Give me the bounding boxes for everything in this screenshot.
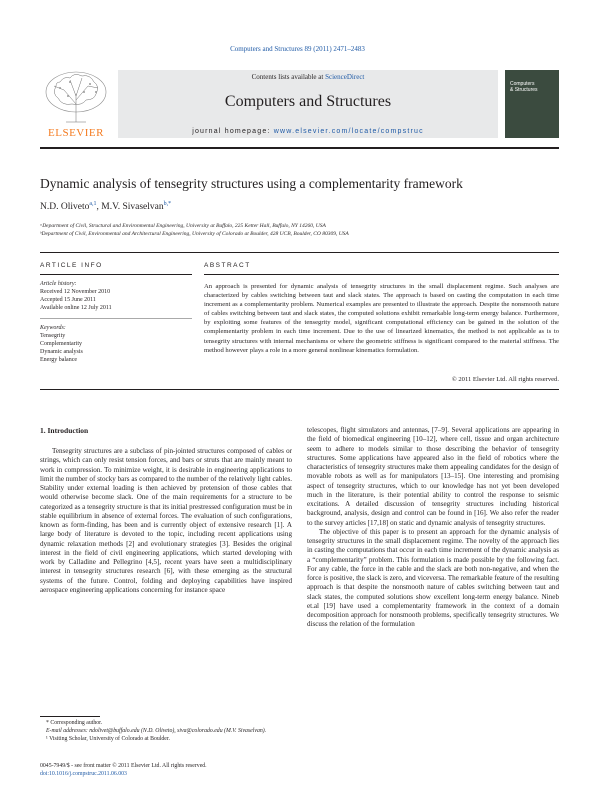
article-history <box>40 280 192 312</box>
author-list: N.D. Oliveto$^{a,1}$, M.V. Sivaselvan$^{b,*}$ <box>40 201 172 213</box>
abstract-divider <box>204 274 559 275</box>
keyword-item: Energy balance <box>40 357 78 363</box>
affiliation-a: ᵃDepartment of Civil, Structural and Environmental Engineering, University at Buffalo, 225 Ketter Hall, Buffalo, NY 14260, USA <box>40 223 326 229</box>
history-label: Article history: <box>40 281 77 287</box>
section-heading-introduction: 1. Introduction <box>40 426 89 435</box>
keyword-item: Complementarity <box>40 341 82 347</box>
sciencedirect-link[interactable]: ScienceDirect <box>325 73 365 81</box>
footnote-emails[interactable]: E-mail addresses: ndolivet@buffalo.edu (N.D. Oliveto), siva@colorado.edu (M.V. Sivaselvan). <box>46 727 267 734</box>
body-paragraph: The objective of this paper is to present an approach for the dynamic analysis of tensegrity structures in the small displacement regime. The novelty of the approach lies in casting the computations that occur in each time increment of the dynamic analysis as a “complementarity” problem. This formulation is made possible by the following fact. For any cable, the force in the cable and the slack are both non-negative, and when the force is positive, the slack is zero, and viceversa. The remarkable feature of the resulting approach is that despite the nonsmooth nature of cables switching between taut and slack states, the computed solutions show excellent long-term energy balance. Nineb et.al [19] have used a complementarity framework in the context of a domain decomposition approach for nonsmooth problems, specifically tensegrity structures. We discuss the relation of the formulation <box>307 527 559 629</box>
author-name[interactable]: M.V. Sivaselvan <box>101 202 164 213</box>
abstract-end-divider <box>40 389 559 390</box>
cover-title <box>510 82 538 93</box>
article-info-heading: ARTICLE INFO <box>40 262 103 269</box>
elsevier-wordmark[interactable]: ELSEVIER <box>48 127 104 139</box>
keyword-item: Dynamic analysis <box>40 349 83 355</box>
contents-prefix: Contents lists available at <box>251 73 326 81</box>
footnote-corresponding: * Corresponding author. <box>46 720 103 726</box>
footnotes <box>46 720 292 743</box>
keyword-item: Tensegrity <box>40 333 66 339</box>
cover-title-line-1: Computers <box>510 81 535 87</box>
abstract-heading: ABSTRACT <box>204 262 251 269</box>
footnote-divider <box>40 716 100 717</box>
body-left-column <box>40 447 292 595</box>
section-divider <box>40 252 559 253</box>
author-affiliation-sup[interactable]: a,1 <box>89 201 97 207</box>
homepage-link[interactable]: www.elsevier.com/locate/compstruc <box>273 128 424 135</box>
footnote-visiting: ¹ Visiting Scholar, University of Colorado at Boulder. <box>46 735 170 742</box>
journal-reference[interactable]: Computers and Structures 89 (2011) 2471–2483 <box>230 45 365 53</box>
cover-title-line-2: & Structures <box>510 86 538 93</box>
keywords <box>40 324 192 364</box>
journal-homepage <box>118 128 498 135</box>
body-right-column <box>307 426 559 630</box>
abstract-text: An approach is presented for dynamic analysis of tensegrity structures in the small displacement regime. Such analyses are characterized by cables switching between taut and slack states. The approach is based on casting the computation in each time increment as a complementarity problem. Numerical examples are presented to illustrate the approach. Despite the nonsmooth nature of cables switching between taut and slack states, the computed solutions exhibit remarkable long-term energy balance. Furthermore, by exploiting some features of the tensegrity model, significant computational efficiency can be gained in the solution of the complementarity problem in each time increment. Due to the use of linearized kinematics, the method is not applicable as is to tensegrity structures with internal mechanisms or where the geometric stiffness is significant compared to the material stiffness. The method however plays a role in a more general nonlinear kinematics formulation. <box>204 283 559 354</box>
history-accepted: Accepted 15 June 2011 <box>40 297 96 303</box>
doi-link[interactable]: doi:10.1016/j.compstruc.2011.06.003 <box>40 771 127 777</box>
author-name[interactable]: N.D. Oliveto <box>40 202 90 213</box>
article-info-divider <box>40 274 192 275</box>
keywords-divider <box>40 318 192 319</box>
journal-title: Computers and Structures <box>224 93 392 110</box>
tree-icon <box>40 70 112 126</box>
history-received: Received 12 November 2010 <box>40 289 111 295</box>
body-paragraph: Tensegrity structures are a subclass of pin-jointed structures composed of cables or strings, which can only resist tension forces, and bars or struts that are mainly meant to work in compression. To minimize weight, it is desirable in engineering applications to limit the number of stocky bars as compared to the number of the relatively light cables. Stability under external loading is then achieved by pretension of those cables that would otherwise become slack. One of the main requirements for a structure to be categorized as a tensegrity structure is that its initial prestressed configuration must be in stable equilibrium in absence of external forces. The evaluation of such configurations, known as form-finding, has been and is currently object of extensive research [1]. A large body of literature is devoted to the topic, including recent applications using dynamic relaxation methods [2] and evolutionary strategies [3]. Besides the original interest in the field of civil engineering applications, which started developing with work by Calladine and Pellegrino [4,5], recent years have seen a multidisciplinary interest in tensegrity structures research [6], with these emerging as the structural systems of the future. Control, folding and deploying capabilities have inspired aerospace engineering applications concerning for instance space <box>40 447 292 594</box>
history-online: Available online 12 July 2011 <box>40 305 112 311</box>
issn-line: 0045-7949/$ - see front matter © 2011 Elsevier Ltd. All rights reserved. <box>40 763 207 769</box>
article-title: Dynamic analysis of tensegrity structures using a complementarity framework <box>40 176 463 191</box>
body-paragraph: telescopes, flight simulators and antennas, [7–9]. Several applications are appearing in the field of biomedical engineering [10–12], where cell, tissue and organ architecture seem to adhere to models similar to those describing the behavior of tensegrity structures. Some applications have appeared also in the field of robotics where the characteristics of tensegrity structures make them appealing candidates for the design of movable robots as well as for manipulators [13–15]. One interesting and promising aspect of tensegrity structures, which to our knowledge has not yet been developed much in the literature, is their potential ability to control the response to seismic excitations. A detailed discussion of tensegrity structures including historical background, analysis, design and control can be found in [16]. We also refer the reader to the survey articles [17,18] on static and dynamic analysis of tensegrity structures. <box>307 426 559 527</box>
affiliation-b: ᵇDepartment of Civil, Environmental and Architectural Engineering, University of Colorado at Boulder, 428 UCB, Boulder, CO 80309, USA <box>40 231 349 237</box>
affiliations <box>40 222 559 238</box>
header-divider <box>40 147 559 149</box>
author-affiliation-sup[interactable]: b,* <box>163 201 172 207</box>
contents-line <box>118 73 498 81</box>
copyright-notice: © 2011 Elsevier Ltd. All rights reserved. <box>451 376 559 383</box>
keywords-label: Keywords: <box>40 325 66 331</box>
homepage-prefix: journal homepage: <box>192 128 274 135</box>
